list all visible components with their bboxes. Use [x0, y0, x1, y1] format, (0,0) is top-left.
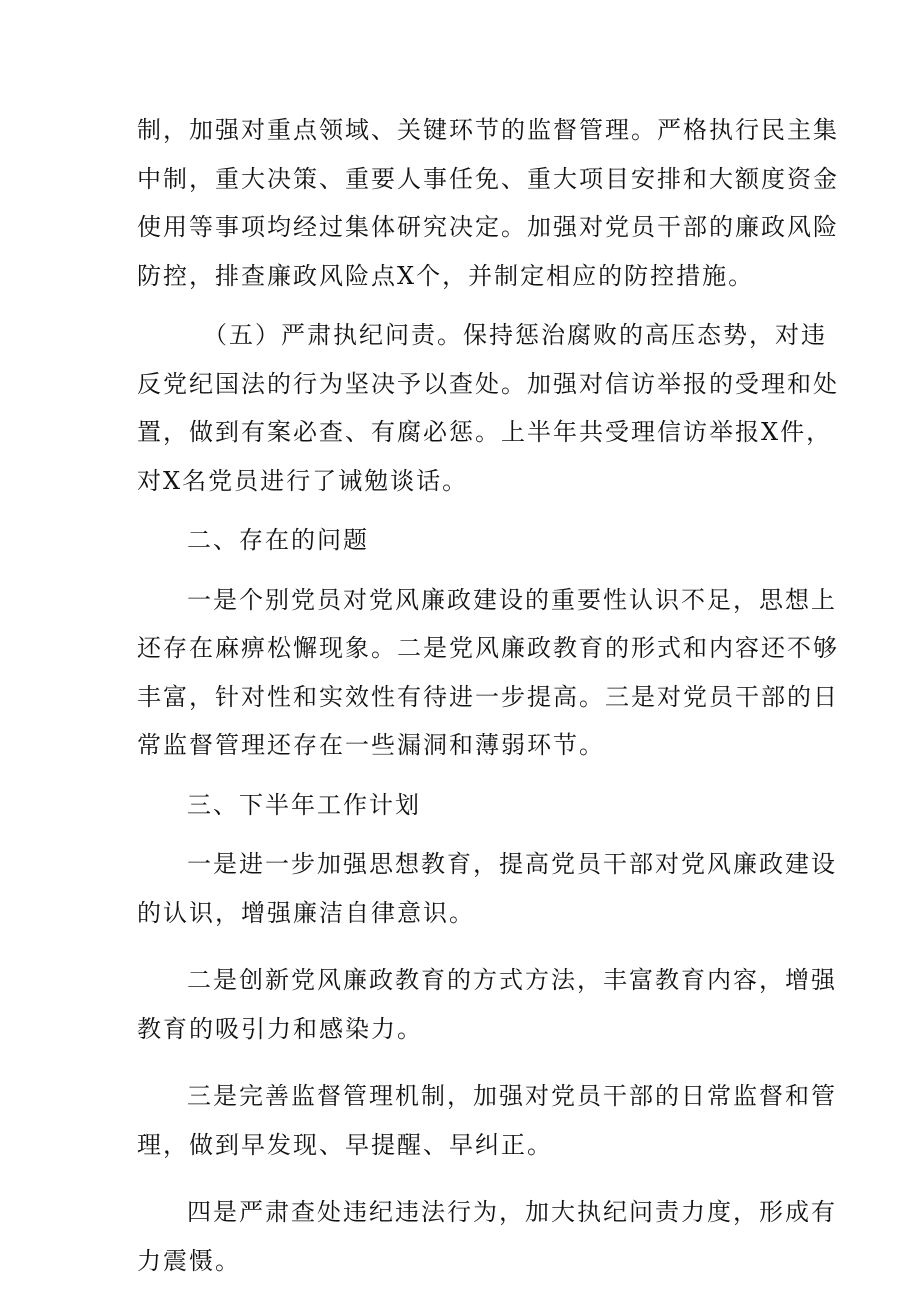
paragraph-plan-item-3 — [137, 1072, 837, 1169]
paragraph-plan-item-2 — [137, 956, 837, 1053]
text-line: 制，加强对重点领域、关键环节的监督管理。严格执行民主集 — [137, 116, 839, 144]
paragraph-plan-item-1 — [137, 840, 837, 937]
text-line: 对X名党员进行了诫勉谈话。 — [137, 466, 469, 495]
text-line: 丰富，针对性和实效性有待进一步提高。三是对党员干部的日 — [137, 682, 839, 711]
document-body — [137, 106, 839, 1285]
text-line: 防控，排查廉政风险点X个，并制定相应的防控措施。 — [137, 261, 755, 290]
text-line: 的认识，增强廉洁自律意识。 — [137, 898, 475, 927]
text-line: 教育的吸引力和感染力。 — [137, 1014, 423, 1043]
text-line: 力震慑。 — [137, 1246, 241, 1275]
paragraph-plan-item-4 — [137, 1188, 837, 1285]
text-line: 一是个别党员对党风廉政建设的重要性认识不足，思想上 — [187, 585, 837, 614]
section-heading-plan: 三、下半年工作计划 — [187, 790, 421, 819]
text-line: 还存在麻痹松懈现象。二是党风廉政教育的形式和内容还不够 — [137, 634, 839, 662]
text-line: 反党纪国法的行为坚决予以查处。加强对信访举报的受理和处 — [137, 369, 839, 398]
paragraph-section-four-continued — [137, 106, 839, 300]
text-line: 一是进一步加强思想教育，提高党员干部对党风廉政建设 — [187, 850, 837, 878]
text-line: 中制，重大决策、重要人事任免、重大项目安排和大额度资金 — [137, 164, 839, 193]
text-line: 置，做到有案必查、有腐必惩。上半年共受理信访举报X件， — [137, 418, 833, 446]
text-line: 理，做到早发现、早提醒、早纠正。 — [137, 1130, 553, 1159]
text-line: 常监督管理还存在一些漏洞和薄弱环节。 — [137, 731, 605, 759]
section-heading-problems: 二、存在的问题 — [187, 526, 369, 554]
text-line: 使用等事项均经过集体研究决定。加强对党员干部的廉政风险 — [137, 213, 839, 241]
text-line: 四是严肃查处违纪违法行为，加大执纪问责力度，形成有 — [187, 1198, 837, 1226]
text-line: （五）严肃执纪问责。保持惩治腐败的高压态势，对违 — [203, 321, 827, 349]
paragraph-problems — [137, 576, 839, 770]
text-line: 二是创新党风廉政教育的方式方法，丰富教育内容，增强 — [187, 966, 837, 994]
paragraph-section-five — [137, 311, 839, 505]
text-line: 三是完善监督管理机制，加强对党员干部的日常监督和管 — [187, 1082, 837, 1110]
